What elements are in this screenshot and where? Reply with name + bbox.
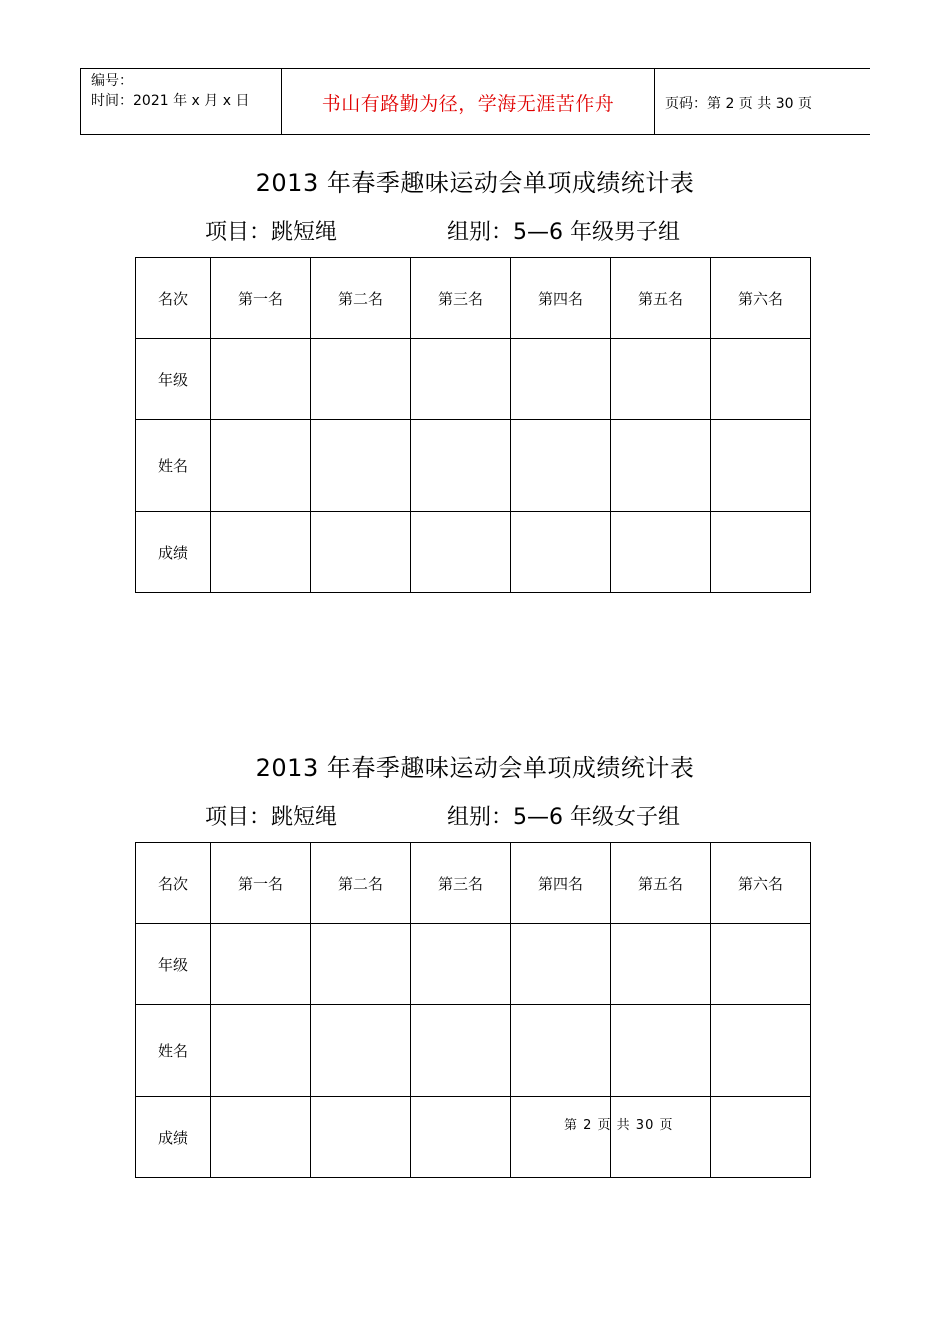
table-cell[interactable] [511, 420, 611, 512]
motto-text: 书山有路勤为径，学海无涯苦作舟 [321, 93, 615, 115]
table-cell[interactable] [611, 339, 711, 420]
header-cell-1st: 第一名 [211, 843, 311, 924]
table-cell[interactable] [211, 420, 311, 512]
header-page-cell [655, 69, 870, 134]
header-motto-cell [282, 69, 655, 134]
score-table [135, 842, 811, 1178]
table-cell[interactable] [211, 1097, 311, 1178]
footer-page-number: 第 2 页 共 30 页 [564, 1118, 674, 1133]
table-cell[interactable] [711, 339, 811, 420]
serial-label: 编号： [91, 73, 133, 89]
table-cell[interactable] [311, 924, 411, 1005]
header-cell-2nd: 第二名 [311, 258, 411, 339]
table-cell[interactable] [611, 512, 711, 593]
table-row-grade [136, 339, 811, 420]
table-cell[interactable] [311, 339, 411, 420]
header-cell-5th: 第五名 [611, 843, 711, 924]
table-row-grade [136, 924, 811, 1005]
header-cell-1st: 第一名 [211, 258, 311, 339]
table-cell[interactable] [611, 1005, 711, 1097]
section-title: 2013 年春季趣味运动会单项成绩统计表 [255, 169, 695, 197]
event-label: 项目：跳短绳 [205, 220, 338, 245]
table-cell[interactable] [311, 512, 411, 593]
table-cell[interactable] [211, 339, 311, 420]
table-row-name [136, 420, 811, 512]
header-cell-3rd: 第三名 [411, 258, 511, 339]
header-cell-4th: 第四名 [511, 843, 611, 924]
header-cell-3rd: 第三名 [411, 843, 511, 924]
table-cell[interactable] [611, 420, 711, 512]
row-label-score: 成绩 [136, 512, 211, 593]
time-label: 时间：2021 年 x 月 x 日 [91, 93, 250, 109]
table-cell[interactable] [511, 1097, 611, 1178]
header-cell-2nd: 第二名 [311, 843, 411, 924]
table-cell[interactable] [611, 1097, 711, 1178]
table-cell[interactable] [711, 924, 811, 1005]
header-meta-cell [81, 69, 282, 134]
group-label: 组别：5—6 年级女子组 [447, 805, 680, 830]
table-row-name [136, 1005, 811, 1097]
score-table [135, 257, 811, 593]
table-row-score [136, 512, 811, 593]
section-title: 2013 年春季趣味运动会单项成绩统计表 [255, 754, 695, 782]
table-cell[interactable] [511, 924, 611, 1005]
table-cell[interactable] [411, 924, 511, 1005]
table-cell[interactable] [211, 512, 311, 593]
table-header-row [136, 843, 811, 924]
row-label-name: 姓名 [136, 1005, 211, 1097]
table-cell[interactable] [311, 1005, 411, 1097]
header-cell-5th: 第五名 [611, 258, 711, 339]
group-label: 组别：5—6 年级男子组 [447, 220, 680, 245]
table-cell[interactable] [711, 512, 811, 593]
table-cell[interactable] [511, 339, 611, 420]
row-label-name: 姓名 [136, 420, 211, 512]
row-label-grade: 年级 [136, 924, 211, 1005]
table-cell[interactable] [411, 1005, 511, 1097]
table-cell[interactable] [211, 924, 311, 1005]
row-label-grade: 年级 [136, 339, 211, 420]
table-cell[interactable] [711, 1097, 811, 1178]
table-row-score [136, 1097, 811, 1178]
table-cell[interactable] [611, 924, 711, 1005]
table-cell[interactable] [411, 1097, 511, 1178]
event-label: 项目：跳短绳 [205, 805, 338, 830]
header-cell-rank: 名次 [136, 843, 211, 924]
table-cell[interactable] [511, 1005, 611, 1097]
table-cell[interactable] [411, 420, 511, 512]
page-header [80, 68, 870, 135]
page-info: 页码：第 2 页 共 30 页 [665, 96, 812, 112]
table-cell[interactable] [311, 420, 411, 512]
row-label-score: 成绩 [136, 1097, 211, 1178]
header-cell-6th: 第六名 [711, 843, 811, 924]
table-cell[interactable] [711, 1005, 811, 1097]
header-cell-6th: 第六名 [711, 258, 811, 339]
table-cell[interactable] [411, 339, 511, 420]
table-cell[interactable] [411, 512, 511, 593]
table-cell[interactable] [511, 512, 611, 593]
table-header-row [136, 258, 811, 339]
table-cell[interactable] [711, 420, 811, 512]
header-cell-4th: 第四名 [511, 258, 611, 339]
table-cell[interactable] [311, 1097, 411, 1178]
header-cell-rank: 名次 [136, 258, 211, 339]
table-cell[interactable] [211, 1005, 311, 1097]
